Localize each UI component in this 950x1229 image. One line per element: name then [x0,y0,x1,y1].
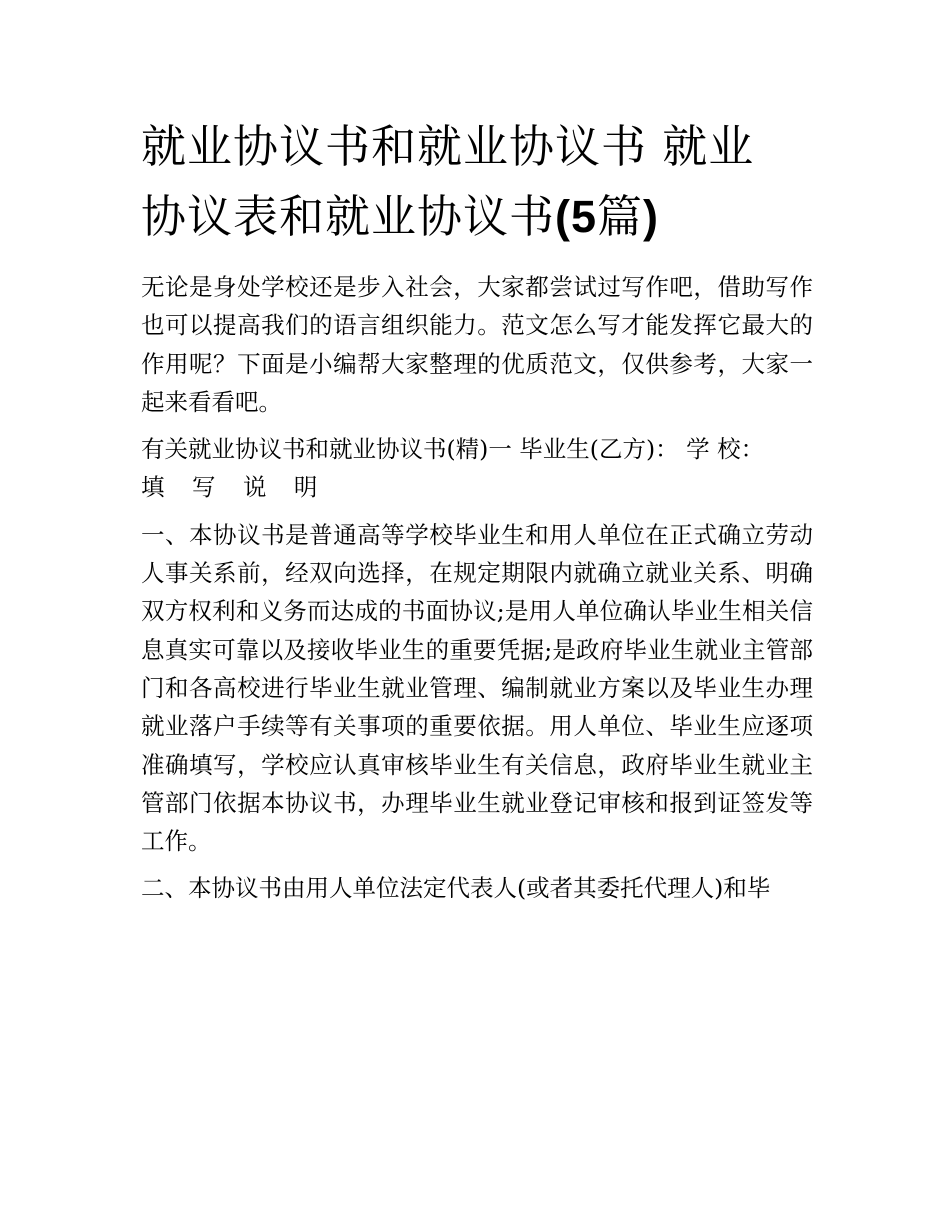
document-body [141,112,813,908]
instruction-item-1: 一、本协议书是普通高等学校毕业生和用人单位在正式确立劳动人事关系前，经双向选择，在规定期限内就确立就业关系、明确双方权利和义务而达成的书面协议;是用人单位确认毕业生相关信息真实可靠以及接收毕业生的重要凭据;是政府毕业生就业主管部门和各高校进行毕业生就业管理、编制就业方案以及毕业生办理就业落户手续等有关事项的重要依据。用人单位、毕业生应逐项准确填写，学校应认真审核毕业生有关信息，政府毕业生就业主管部门依据本协议书，办理毕业生就业登记审核和报到证签发等工作。 [141,520,813,856]
instructions-heading: 填 写 说 明 [141,473,328,502]
title-line-2: 协议表和就业协议书 [141,190,556,243]
title-count-close: ) [643,191,660,242]
title-count-unit: 篇 [597,190,644,243]
intro-paragraph: 无论是身处学校还是步入社会，大家都尝试过写作吧，借助写作也可以提高我们的语言组织能力。范文怎么写才能发挥它最大的作用呢？下面是小编帮大家整理的优质范文，仅供参考，大家一起来看看吧。 [141,273,813,416]
section-heading: 有关就业协议书和就业协议书(精)一 毕业生(乙方)： 学 校： [141,435,765,464]
title-line-1: 就业协议书和就业协议书 就业 [141,120,755,173]
title-count-open: (5 [555,191,598,242]
document-title [141,112,813,252]
instruction-item-2: 二、本协议书由用人单位法定代表人(或者其委托代理人)和毕 [141,874,771,903]
